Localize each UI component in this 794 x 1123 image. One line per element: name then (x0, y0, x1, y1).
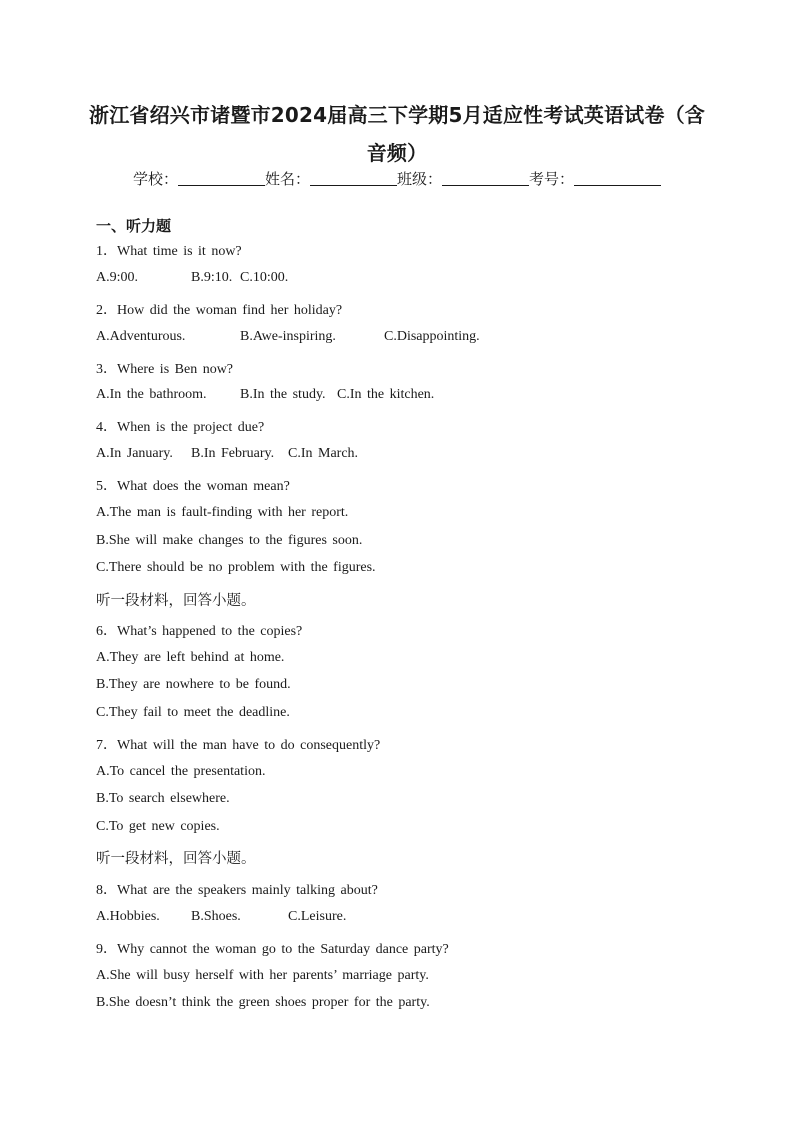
school-field: 学校： (133, 168, 265, 189)
question-8-stem: 8．What are the speakers mainly talking about? (96, 883, 378, 898)
name-field: 姓名： (265, 168, 397, 189)
option-c: C.Disappointing. (384, 329, 480, 344)
option-a: A.9:00. (96, 270, 138, 285)
student-info-row (0, 168, 794, 189)
question-2-stem: 2．How did the woman find her holiday? (96, 303, 343, 318)
option-c: C.In the kitchen. (337, 387, 435, 402)
option-c: C.In March. (288, 446, 359, 461)
option-b: B.In the study. (240, 387, 326, 402)
title-line-2: 音频） (366, 141, 428, 165)
option-a: A.In the bathroom. (96, 387, 207, 402)
class-field: 班级： (397, 168, 529, 189)
option-c: C.Leisure. (288, 909, 347, 924)
question-5-option-b: B.She will make changes to the figures soon. (96, 533, 363, 548)
school-blank[interactable] (178, 171, 265, 186)
question-9-option-a: A.She will busy herself with her parents’ marriage party. (96, 968, 429, 983)
question-7-option-c: C.To get new copies. (96, 819, 220, 834)
question-5-option-c: C.There should be no problem with the figures. (96, 560, 376, 575)
question-6-option-b: B.They are nowhere to be found. (96, 677, 291, 692)
question-1-options (96, 270, 288, 286)
exam-number-blank[interactable] (574, 171, 661, 186)
question-1-stem: 1．What time is it now? (96, 244, 242, 259)
option-b: B.Awe-inspiring. (240, 329, 336, 344)
option-b: B.Shoes. (191, 909, 241, 924)
title-line-1: 浙江省绍兴市诸暨市2024届高三下学期5月适应性考试英语试卷（含 (89, 103, 705, 127)
option-a: A.Adventurous. (96, 329, 186, 344)
group-instruction-1: 听一段材料，回答小题。 (96, 593, 256, 609)
exam-number-field: 考号： (529, 168, 661, 189)
question-6-option-c: C.They fail to meet the deadline. (96, 705, 290, 720)
option-c: C.10:00. (240, 270, 289, 285)
question-3-stem: 3．Where is Ben now? (96, 362, 234, 377)
option-a: A.Hobbies. (96, 909, 160, 924)
option-b: B.9:10. (191, 270, 233, 285)
question-6-stem: 6．What’s happened to the copies? (96, 624, 303, 639)
question-5-stem: 5．What does the woman mean? (96, 479, 290, 494)
question-9-option-b: B.She doesn’t think the green shoes proper for the party. (96, 995, 430, 1010)
question-7-option-b: B.To search elsewhere. (96, 791, 230, 806)
name-blank[interactable] (310, 171, 397, 186)
section-heading: 一、听力题 (96, 217, 172, 235)
question-9-stem: 9．Why cannot the woman go to the Saturday dance party? (96, 942, 449, 957)
class-blank[interactable] (442, 171, 529, 186)
question-2-options (96, 329, 480, 345)
question-4-options (96, 446, 358, 462)
question-8-options (96, 909, 346, 925)
question-3-options (96, 387, 434, 403)
exam-title (60, 96, 734, 172)
group-instruction-2: 听一段材料，回答小题。 (96, 851, 256, 867)
question-5-option-a: A.The man is fault-finding with her report. (96, 505, 349, 520)
question-7-option-a: A.To cancel the presentation. (96, 764, 266, 779)
question-7-stem: 7．What will the man have to do consequently? (96, 738, 381, 753)
question-4-stem: 4．When is the project due? (96, 420, 265, 435)
option-a: A.In January. (96, 446, 173, 461)
question-6-option-a: A.They are left behind at home. (96, 650, 285, 665)
option-b: B.In February. (191, 446, 275, 461)
